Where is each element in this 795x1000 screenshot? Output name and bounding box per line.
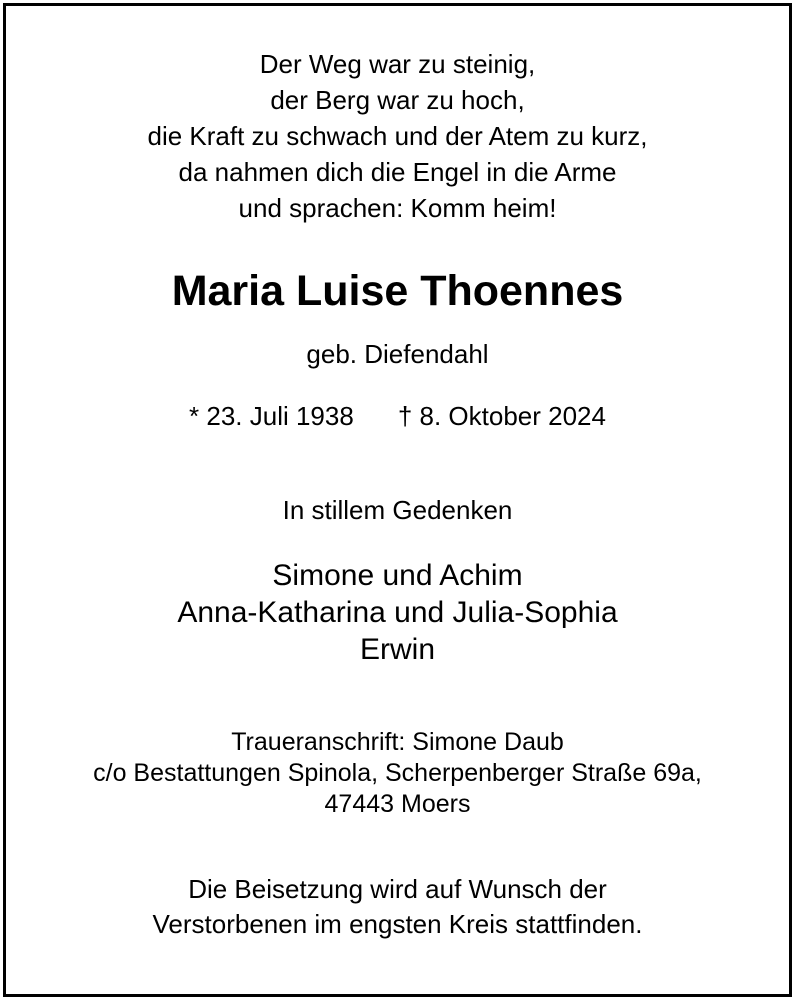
- burial-note: [0, 872, 795, 942]
- mourning-phrase: In stillem Gedenken: [282, 495, 513, 525]
- note-line: Die Beisetzung wird auf Wunsch der: [188, 874, 607, 904]
- death-date: † 8. Oktober 2024: [397, 401, 606, 431]
- note-line: Verstorbenen im engsten Kreis stattfinden.: [152, 909, 643, 939]
- family-line: Anna-Katharina und Julia-Sophia: [177, 596, 618, 629]
- poem-line: die Kraft zu schwach und der Atem zu kurz,: [147, 121, 648, 151]
- birth-date: * 23. Juli 1938: [189, 401, 354, 431]
- deceased-name: Maria Luise Thoennes: [171, 267, 624, 315]
- address-line: Traueranschrift: Simone Daub: [231, 728, 564, 756]
- poem: [0, 46, 795, 226]
- address-line: c/o Bestattungen Spinola, Scherpenberger Straße 69a,: [93, 759, 702, 787]
- poem-line: und sprachen: Komm heim!: [238, 193, 557, 223]
- maiden-name: geb. Diefendahl: [306, 339, 489, 369]
- family-line: Simone und Achim: [272, 559, 523, 592]
- family-line: Erwin: [359, 633, 435, 666]
- life-dates: [0, 398, 795, 434]
- address-line: 47443 Moers: [324, 790, 471, 818]
- poem-line: da nahmen dich die Engel in die Arme: [178, 157, 617, 187]
- poem-line: Der Weg war zu steinig,: [259, 49, 536, 79]
- family-names: [0, 557, 795, 668]
- poem-line: der Berg war zu hoch,: [270, 85, 525, 115]
- mourning-address: [0, 727, 795, 820]
